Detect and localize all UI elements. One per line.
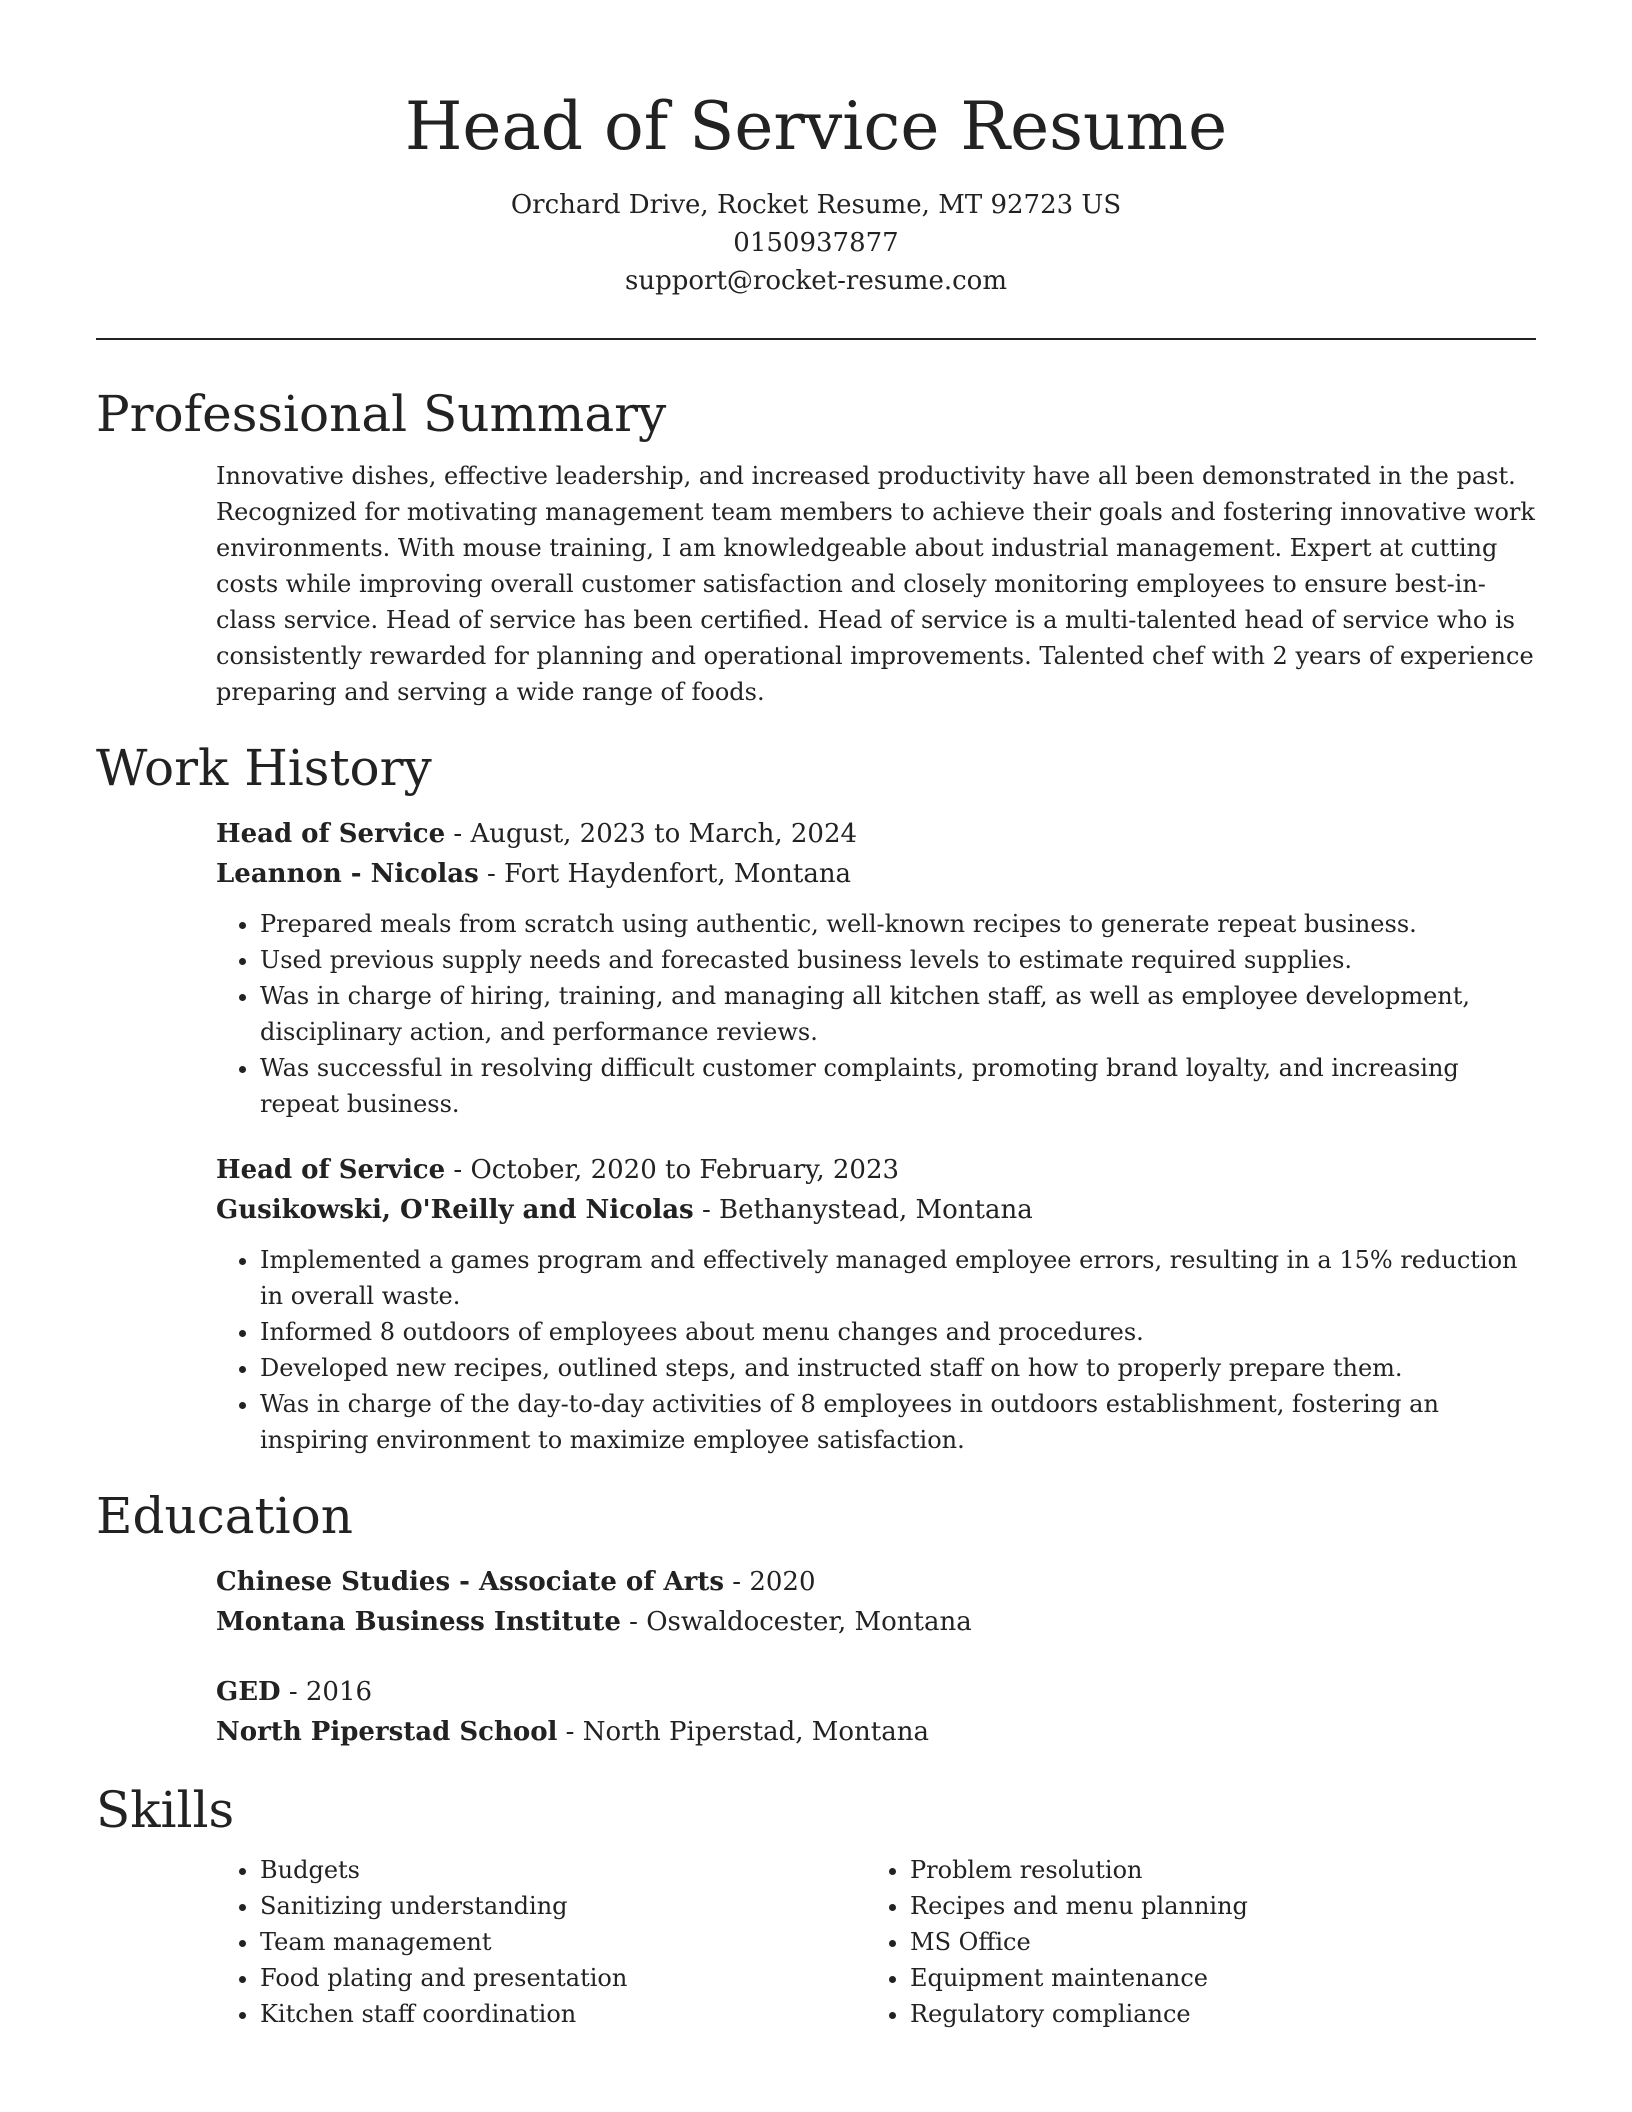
education-school-line bbox=[216, 1602, 1536, 1642]
skill-item: • Sanitizing understanding bbox=[260, 1888, 866, 1924]
summary-text: Innovative dishes, effective leadership, and increased productivity have all been demonstrated in the past. Recognized for motivating management team members to achieve their goals and fostering innovative work environments. With mouse training, I am knowledgeable about industrial management. Expert at cutting costs while improving overall customer satisfaction and closely monitoring employees to ensure best-in-class service. Head of service has been certified. Head of service is a multi-talented head of service who is consistently rewarded for planning and operational improvements. Talented chef with 2 years of experience preparing and serving a wide range of foods. bbox=[216, 462, 1535, 706]
job-company-line bbox=[216, 854, 1536, 894]
contact-address: Orchard Drive, Rocket Resume, MT 92723 US bbox=[510, 190, 1122, 220]
skill-item: • Equipment maintenance bbox=[910, 1960, 1516, 1996]
job-bullet: • Developed new recipes, outlined steps, and instructed staff on how to properly prepare them. bbox=[260, 1350, 1536, 1386]
job-company: Leannon - Nicolas bbox=[216, 859, 479, 889]
job-bullet: • Used previous supply needs and forecasted business levels to estimate required supplies. bbox=[260, 942, 1536, 978]
skill-item: • Recipes and menu planning bbox=[910, 1888, 1516, 1924]
work-history-section bbox=[96, 736, 1536, 1458]
job-bullet: • Implemented a games program and effectively managed employee errors, resulting in a 15% reduction in overall waste. bbox=[260, 1242, 1536, 1314]
education-school-line bbox=[216, 1712, 1536, 1752]
education-degree: GED bbox=[216, 1677, 281, 1707]
contact-phone: 0150937877 bbox=[733, 228, 899, 258]
education-year: - 2020 bbox=[724, 1567, 816, 1597]
skill-item: • MS Office bbox=[910, 1924, 1516, 1960]
job-bullet: • Informed 8 outdoors of employees about menu changes and procedures. bbox=[260, 1314, 1536, 1350]
education-entry bbox=[216, 1672, 1536, 1752]
skill-item: • Problem resolution bbox=[910, 1852, 1516, 1888]
job-bullet: • Was successful in resolving difficult customer complaints, promoting brand loyalty, and increasing repeat business. bbox=[260, 1050, 1536, 1122]
education-location: - North Piperstad, Montana bbox=[557, 1717, 929, 1747]
header-divider bbox=[96, 338, 1536, 340]
education-entry bbox=[216, 1562, 1536, 1642]
job-entry bbox=[216, 1150, 1536, 1458]
skill-item: • Regulatory compliance bbox=[910, 1996, 1516, 2032]
section-heading-skills: Skills bbox=[96, 1781, 235, 1839]
education-year: - 2016 bbox=[280, 1677, 373, 1707]
job-bullets bbox=[216, 1242, 1536, 1458]
job-bullets bbox=[216, 906, 1536, 1122]
job-title: Head of Service bbox=[216, 1155, 446, 1185]
section-heading-education: Education bbox=[96, 1487, 353, 1545]
job-location: - Fort Haydenfort, Montana bbox=[478, 859, 852, 889]
job-company: Gusikowski, O'Reilly and Nicolas bbox=[216, 1195, 694, 1225]
job-dates: - August, 2023 to March, 2024 bbox=[445, 819, 858, 849]
resume-page bbox=[96, 0, 1536, 2032]
education-school: Montana Business Institute bbox=[216, 1607, 621, 1637]
skill-item: • Kitchen staff coordination bbox=[260, 1996, 866, 2032]
skills-list-left bbox=[216, 1852, 866, 2032]
section-heading-work-history: Work History bbox=[96, 739, 432, 797]
contact-email: support@rocket-resume.com bbox=[624, 266, 1007, 296]
skill-item: • Team management bbox=[260, 1924, 866, 1960]
contact-block bbox=[96, 186, 1536, 300]
skills-list-right bbox=[866, 1852, 1516, 2032]
skill-item: • Food plating and presentation bbox=[260, 1960, 866, 1996]
education-school: North Piperstad School bbox=[216, 1717, 558, 1747]
job-bullet: • Prepared meals from scratch using authentic, well-known recipes to generate repeat business. bbox=[260, 906, 1536, 942]
skill-item: • Budgets bbox=[260, 1852, 866, 1888]
education-section bbox=[96, 1484, 1536, 1752]
job-bullet: • Was in charge of the day-to-day activities of 8 employees in outdoors establishment, fostering an inspiring environment to maximize employee satisfaction. bbox=[260, 1386, 1536, 1458]
resume-title: Head of Service Resume bbox=[404, 88, 1228, 165]
job-entry bbox=[216, 814, 1536, 1122]
education-degree: Chinese Studies - Associate of Arts bbox=[216, 1567, 725, 1597]
job-company-line bbox=[216, 1190, 1536, 1230]
education-degree-line bbox=[216, 1562, 1536, 1602]
section-heading-summary: Professional Summary bbox=[96, 385, 667, 443]
job-location: - Bethanystead, Montana bbox=[693, 1195, 1033, 1225]
skills-section bbox=[96, 1778, 1536, 2032]
education-degree-line bbox=[216, 1672, 1536, 1712]
summary-section bbox=[96, 382, 1536, 710]
job-dates: - October, 2020 to February, 2023 bbox=[445, 1155, 900, 1185]
education-location: - Oswaldocester, Montana bbox=[620, 1607, 972, 1637]
job-title-line bbox=[216, 814, 1536, 854]
job-title: Head of Service bbox=[216, 819, 446, 849]
job-title-line bbox=[216, 1150, 1536, 1190]
skills-columns bbox=[216, 1852, 1536, 2032]
job-bullet: • Was in charge of hiring, training, and managing all kitchen staff, as well as employee development, disciplinary action, and performance reviews. bbox=[260, 978, 1536, 1050]
